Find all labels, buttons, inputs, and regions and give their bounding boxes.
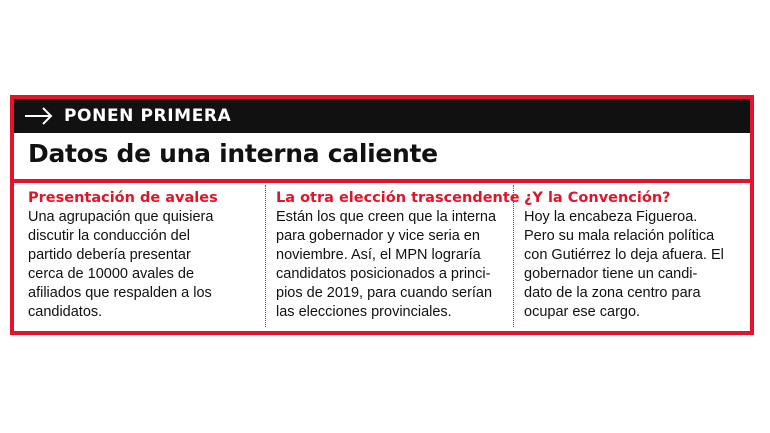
headline-row xyxy=(14,133,750,183)
body-line: ocupar ese cargo. xyxy=(524,304,641,320)
column-divider xyxy=(265,185,266,327)
body-line: con Gutiérrez lo deja afuera. El xyxy=(524,247,724,263)
body-line: las elecciones provinciales. xyxy=(276,304,452,320)
body-line: afiliados que respalden a los xyxy=(28,285,212,301)
column-avales xyxy=(28,189,264,322)
headline: Datos de una interna caliente xyxy=(28,139,438,168)
body-line: Están los que creen que la interna xyxy=(276,209,497,225)
body-line: discutir la conducción del xyxy=(28,228,191,244)
column-divider xyxy=(513,185,514,327)
body-line: gobernador tiene un candi- xyxy=(524,266,698,282)
kicker-label: PONEN PRIMERA xyxy=(64,106,232,126)
body-line: para gobernador y vice seria en xyxy=(276,228,480,244)
body-line: pios de 2019, para cuando serían xyxy=(276,285,493,301)
body-line: Hoy la encabeza Figueroa. xyxy=(524,209,698,225)
arrow-right-icon xyxy=(24,106,54,126)
column-title: La otra elección trascendente xyxy=(276,190,520,206)
body-line: candidatos posicionados a princi- xyxy=(276,266,491,282)
column-body xyxy=(28,208,264,322)
body-line: partido debería presentar xyxy=(28,247,191,263)
body-line: cerca de 10000 avales de xyxy=(28,266,195,282)
column-body xyxy=(276,208,512,322)
body-line: candidatos. xyxy=(28,304,103,320)
infobox xyxy=(10,95,754,335)
body-line: noviembre. Así, el MPN lograría xyxy=(276,247,481,263)
column-eleccion xyxy=(276,189,520,322)
column-title: ¿Y la Convención? xyxy=(524,190,671,206)
column-convencion xyxy=(524,189,760,322)
column-body xyxy=(524,208,760,322)
kicker-bar xyxy=(14,99,750,133)
body-line: Pero su mala relación política xyxy=(524,228,715,244)
body-line: Una agrupación que quisiera xyxy=(28,209,214,225)
column-title: Presentación de avales xyxy=(28,190,218,206)
body-line: dato de la zona centro para xyxy=(524,285,701,301)
